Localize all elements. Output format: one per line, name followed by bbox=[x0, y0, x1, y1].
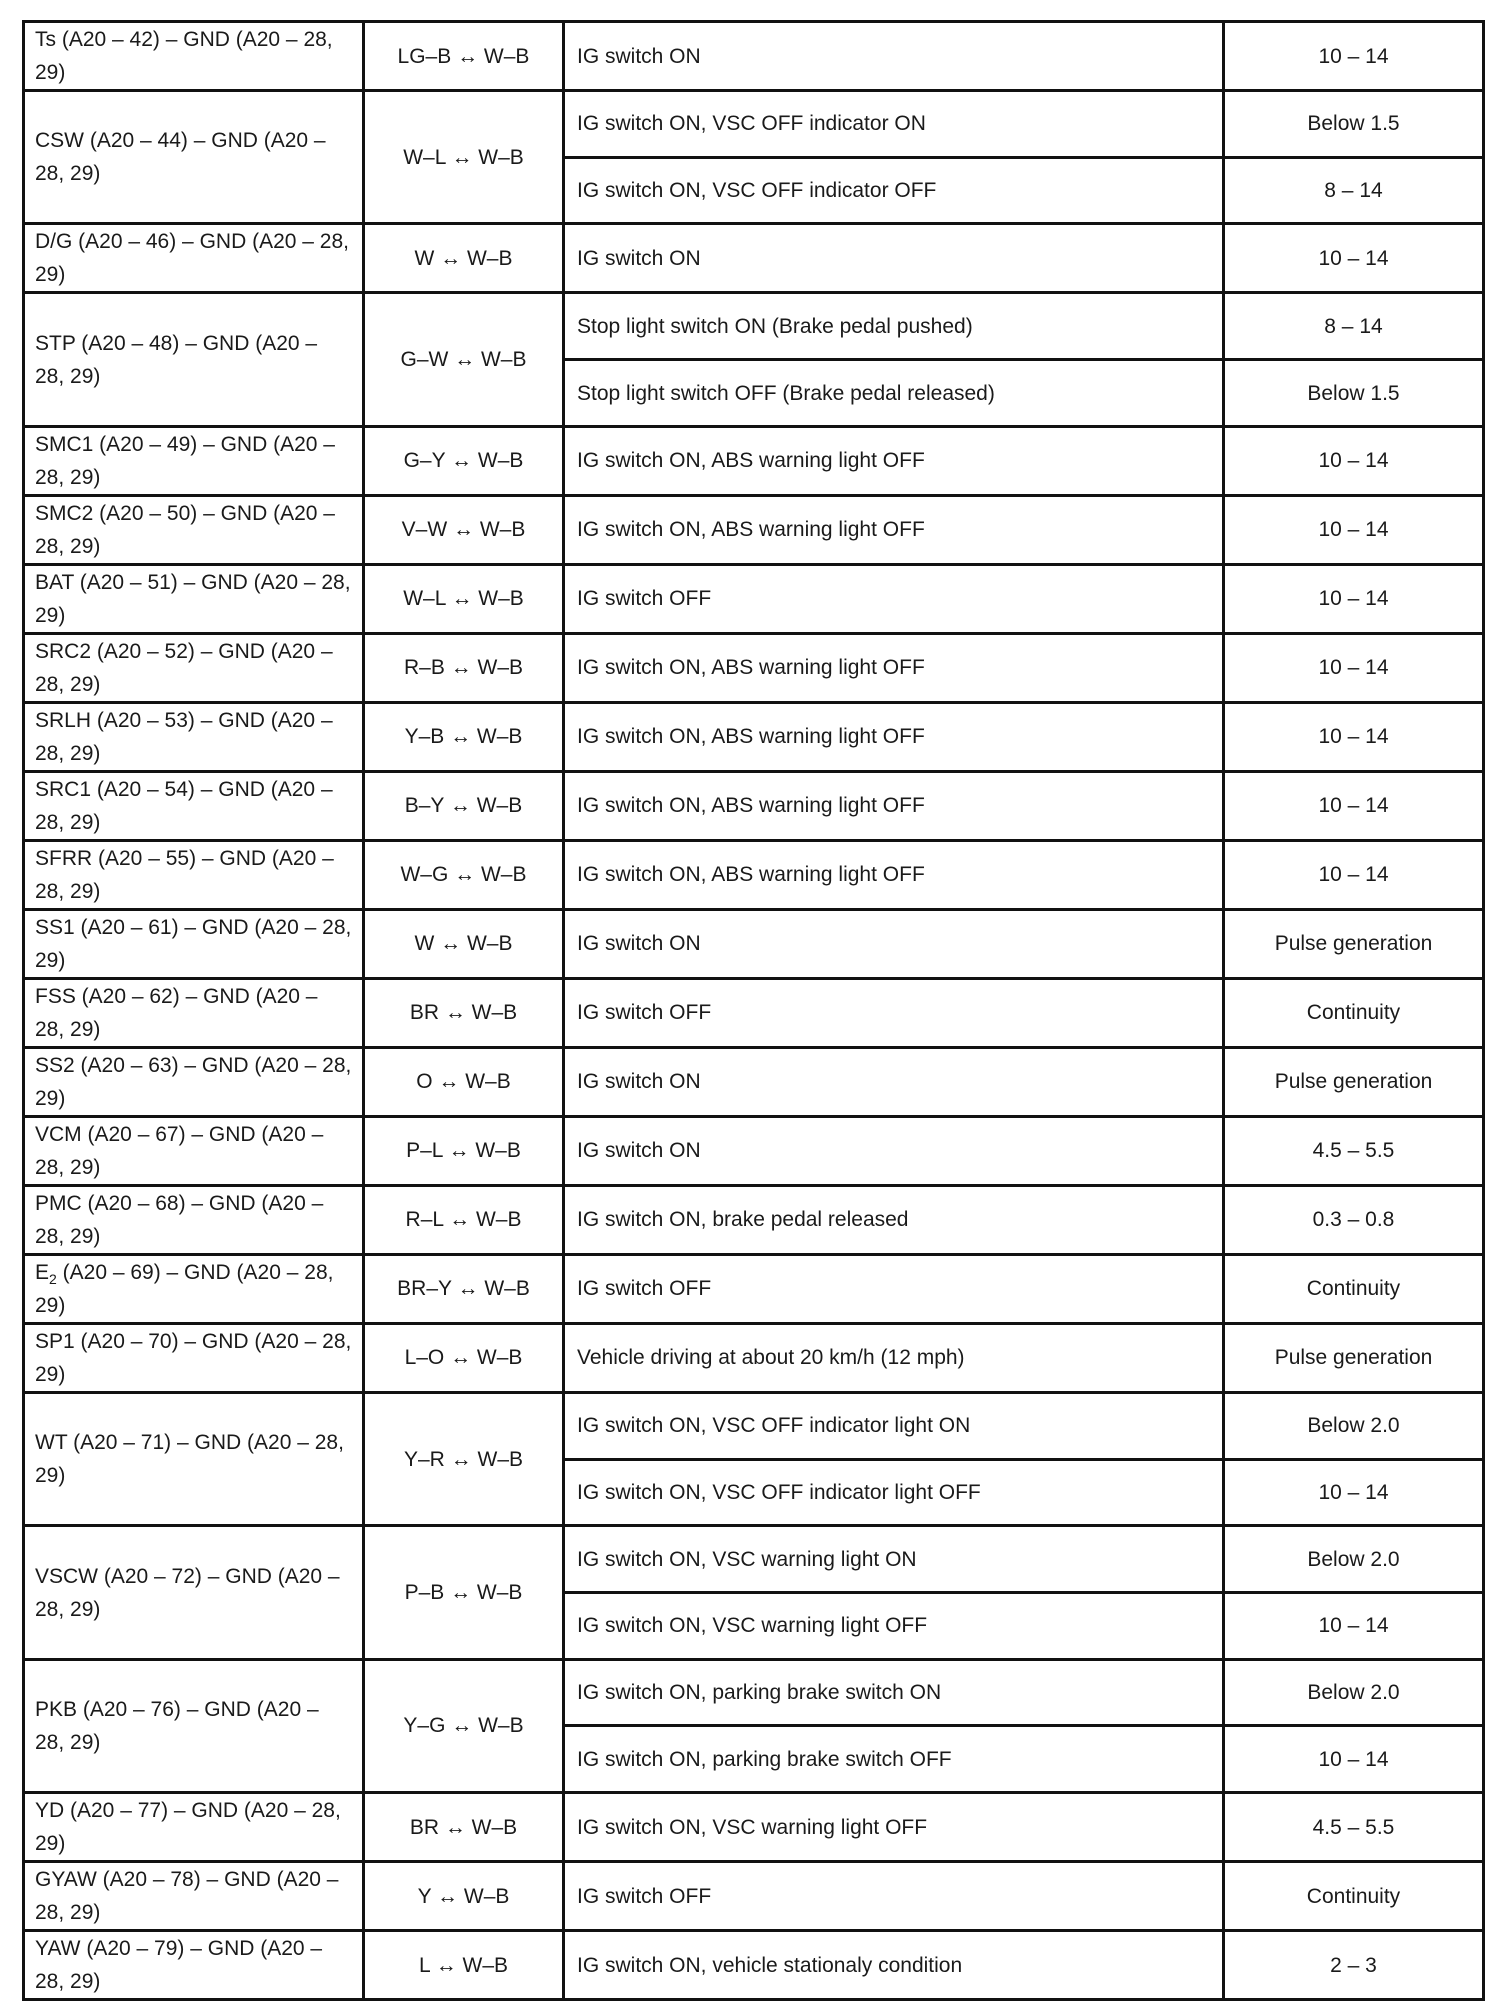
specified-condition-cell: 10 – 14 bbox=[1224, 1593, 1484, 1660]
terminal-cell: D/G (A20 – 46) – GND (A20 – 28, 29) bbox=[24, 224, 364, 293]
condition-cell: IG switch ON, ABS warning light OFF bbox=[564, 702, 1224, 771]
specified-condition-cell: 10 – 14 bbox=[1224, 224, 1484, 293]
terminal-cell: CSW (A20 – 44) – GND (A20 – 28, 29) bbox=[24, 91, 364, 224]
wiring-color-cell: V–W ↔ W–B bbox=[364, 495, 564, 564]
condition-cell: IG switch ON, VSC OFF indicator light OFF bbox=[564, 1459, 1224, 1526]
specified-condition-cell: 8 – 14 bbox=[1224, 293, 1484, 360]
table-row bbox=[24, 224, 1484, 293]
specified-condition-cell: Pulse generation bbox=[1224, 909, 1484, 978]
specified-condition-cell: Below 2.0 bbox=[1224, 1526, 1484, 1593]
wiring-color-cell: W ↔ W–B bbox=[364, 224, 564, 293]
table-row bbox=[24, 426, 1484, 495]
table-row bbox=[24, 1526, 1484, 1593]
table-row bbox=[24, 1047, 1484, 1116]
terminal-cell: YD (A20 – 77) – GND (A20 – 28, 29) bbox=[24, 1793, 364, 1862]
specified-condition-cell: Below 2.0 bbox=[1224, 1392, 1484, 1459]
condition-cell: IG switch ON, ABS warning light OFF bbox=[564, 495, 1224, 564]
specified-condition-cell: Below 1.5 bbox=[1224, 360, 1484, 427]
table-row bbox=[24, 1254, 1484, 1323]
condition-cell: IG switch ON, VSC OFF indicator OFF bbox=[564, 157, 1224, 224]
terminal-cell: SRC2 (A20 – 52) – GND (A20 – 28, 29) bbox=[24, 633, 364, 702]
terminal-inspection-table bbox=[22, 20, 1485, 2001]
table-row bbox=[24, 1862, 1484, 1931]
table-row bbox=[24, 978, 1484, 1047]
condition-cell: IG switch ON, ABS warning light OFF bbox=[564, 426, 1224, 495]
specified-condition-cell: 8 – 14 bbox=[1224, 157, 1484, 224]
table-body bbox=[24, 22, 1484, 2000]
specified-condition-cell: Continuity bbox=[1224, 978, 1484, 1047]
wiring-color-cell: BR ↔ W–B bbox=[364, 978, 564, 1047]
terminal-cell: VCM (A20 – 67) – GND (A20 – 28, 29) bbox=[24, 1116, 364, 1185]
wiring-color-cell: W ↔ W–B bbox=[364, 909, 564, 978]
terminal-rest: (A20 – 69) – GND (A20 – 28, 29) bbox=[35, 1260, 334, 1317]
condition-cell: IG switch ON, VSC warning light OFF bbox=[564, 1793, 1224, 1862]
terminal-cell: SMC1 (A20 – 49) – GND (A20 – 28, 29) bbox=[24, 426, 364, 495]
specified-condition-cell: Below 1.5 bbox=[1224, 91, 1484, 158]
condition-cell: IG switch ON bbox=[564, 909, 1224, 978]
wiring-color-cell: LG–B ↔ W–B bbox=[364, 22, 564, 91]
wiring-color-cell: BR ↔ W–B bbox=[364, 1793, 564, 1862]
condition-cell: IG switch ON bbox=[564, 1047, 1224, 1116]
specified-condition-cell: 10 – 14 bbox=[1224, 1726, 1484, 1793]
terminal-cell: STP (A20 – 48) – GND (A20 – 28, 29) bbox=[24, 293, 364, 426]
table-row bbox=[24, 1659, 1484, 1726]
specified-condition-cell: 10 – 14 bbox=[1224, 633, 1484, 702]
terminal-cell: GYAW (A20 – 78) – GND (A20 – 28, 29) bbox=[24, 1862, 364, 1931]
wiring-color-cell: L–O ↔ W–B bbox=[364, 1323, 564, 1392]
table-row bbox=[24, 633, 1484, 702]
table-row bbox=[24, 1392, 1484, 1459]
wiring-color-cell: Y ↔ W–B bbox=[364, 1862, 564, 1931]
table-row bbox=[24, 840, 1484, 909]
condition-cell: IG switch ON, ABS warning light OFF bbox=[564, 771, 1224, 840]
specified-condition-cell: Below 2.0 bbox=[1224, 1659, 1484, 1726]
specified-condition-cell: 0.3 – 0.8 bbox=[1224, 1185, 1484, 1254]
condition-cell: IG switch ON, VSC warning light OFF bbox=[564, 1593, 1224, 1660]
terminal-cell: FSS (A20 – 62) – GND (A20 – 28, 29) bbox=[24, 978, 364, 1047]
wiring-color-cell: R–B ↔ W–B bbox=[364, 633, 564, 702]
terminal-cell: SS2 (A20 – 63) – GND (A20 – 28, 29) bbox=[24, 1047, 364, 1116]
table-row bbox=[24, 293, 1484, 360]
table-row bbox=[24, 91, 1484, 158]
terminal-cell: SMC2 (A20 – 50) – GND (A20 – 28, 29) bbox=[24, 495, 364, 564]
specified-condition-cell: 4.5 – 5.5 bbox=[1224, 1793, 1484, 1862]
wiring-color-cell: W–L ↔ W–B bbox=[364, 564, 564, 633]
table-row bbox=[24, 495, 1484, 564]
wiring-color-cell: G–Y ↔ W–B bbox=[364, 426, 564, 495]
specified-condition-cell: Pulse generation bbox=[1224, 1047, 1484, 1116]
table-row bbox=[24, 702, 1484, 771]
table-row bbox=[24, 564, 1484, 633]
wiring-color-cell: P–L ↔ W–B bbox=[364, 1116, 564, 1185]
specified-condition-cell: Continuity bbox=[1224, 1862, 1484, 1931]
condition-cell: IG switch ON, ABS warning light OFF bbox=[564, 633, 1224, 702]
wiring-color-cell: G–W ↔ W–B bbox=[364, 293, 564, 426]
specified-condition-cell: Continuity bbox=[1224, 1254, 1484, 1323]
condition-cell: IG switch OFF bbox=[564, 1254, 1224, 1323]
wiring-color-cell: R–L ↔ W–B bbox=[364, 1185, 564, 1254]
table-row bbox=[24, 1793, 1484, 1862]
terminal-main: E bbox=[35, 1260, 50, 1284]
terminal-subscript: 2 bbox=[49, 1271, 57, 1288]
terminal-cell: SS1 (A20 – 61) – GND (A20 – 28, 29) bbox=[24, 909, 364, 978]
table-row bbox=[24, 1185, 1484, 1254]
condition-cell: Stop light switch ON (Brake pedal pushed) bbox=[564, 293, 1224, 360]
condition-cell: IG switch ON, VSC OFF indicator light ON bbox=[564, 1392, 1224, 1459]
terminal-cell: SRLH (A20 – 53) – GND (A20 – 28, 29) bbox=[24, 702, 364, 771]
wiring-color-cell: W–G ↔ W–B bbox=[364, 840, 564, 909]
condition-cell: IG switch OFF bbox=[564, 978, 1224, 1047]
specified-condition-cell: 10 – 14 bbox=[1224, 771, 1484, 840]
wiring-color-cell: BR–Y ↔ W–B bbox=[364, 1254, 564, 1323]
terminal-cell: BAT (A20 – 51) – GND (A20 – 28, 29) bbox=[24, 564, 364, 633]
table-row bbox=[24, 909, 1484, 978]
wiring-color-cell: Y–R ↔ W–B bbox=[364, 1392, 564, 1525]
terminal-cell: PKB (A20 – 76) – GND (A20 – 28, 29) bbox=[24, 1659, 364, 1792]
specified-condition-cell: 10 – 14 bbox=[1224, 22, 1484, 91]
specified-condition-cell: 10 – 14 bbox=[1224, 1459, 1484, 1526]
specified-condition-cell: 4.5 – 5.5 bbox=[1224, 1116, 1484, 1185]
specified-condition-cell: Pulse generation bbox=[1224, 1323, 1484, 1392]
terminal-cell: VSCW (A20 – 72) – GND (A20 – 28, 29) bbox=[24, 1526, 364, 1659]
terminal-cell: YAW (A20 – 79) – GND (A20 – 28, 29) bbox=[24, 1931, 364, 2000]
specified-condition-cell: 10 – 14 bbox=[1224, 564, 1484, 633]
terminal-cell: SP1 (A20 – 70) – GND (A20 – 28, 29) bbox=[24, 1323, 364, 1392]
condition-cell: IG switch ON, parking brake switch OFF bbox=[564, 1726, 1224, 1793]
wiring-color-cell: P–B ↔ W–B bbox=[364, 1526, 564, 1659]
condition-cell: IG switch ON bbox=[564, 22, 1224, 91]
specified-condition-cell: 10 – 14 bbox=[1224, 702, 1484, 771]
condition-cell: IG switch ON, vehicle stationaly condition bbox=[564, 1931, 1224, 2000]
terminal-cell bbox=[24, 1254, 364, 1323]
terminal-cell: WT (A20 – 71) – GND (A20 – 28, 29) bbox=[24, 1392, 364, 1525]
condition-cell: IG switch ON, VSC warning light ON bbox=[564, 1526, 1224, 1593]
condition-cell: IG switch ON bbox=[564, 224, 1224, 293]
condition-cell: IG switch ON, ABS warning light OFF bbox=[564, 840, 1224, 909]
condition-cell: IG switch OFF bbox=[564, 1862, 1224, 1931]
specified-condition-cell: 10 – 14 bbox=[1224, 495, 1484, 564]
terminal-cell: PMC (A20 – 68) – GND (A20 – 28, 29) bbox=[24, 1185, 364, 1254]
table-row bbox=[24, 771, 1484, 840]
table-row bbox=[24, 22, 1484, 91]
condition-cell: IG switch ON, VSC OFF indicator ON bbox=[564, 91, 1224, 158]
condition-cell: IG switch ON bbox=[564, 1116, 1224, 1185]
terminal-cell: SFRR (A20 – 55) – GND (A20 – 28, 29) bbox=[24, 840, 364, 909]
terminal-cell: SRC1 (A20 – 54) – GND (A20 – 28, 29) bbox=[24, 771, 364, 840]
table-row bbox=[24, 1116, 1484, 1185]
wiring-color-cell: Y–B ↔ W–B bbox=[364, 702, 564, 771]
condition-cell: IG switch ON, parking brake switch ON bbox=[564, 1659, 1224, 1726]
specified-condition-cell: 10 – 14 bbox=[1224, 840, 1484, 909]
terminal-cell: Ts (A20 – 42) – GND (A20 – 28, 29) bbox=[24, 22, 364, 91]
wiring-color-cell: Y–G ↔ W–B bbox=[364, 1659, 564, 1792]
condition-cell: Stop light switch OFF (Brake pedal released) bbox=[564, 360, 1224, 427]
specified-condition-cell: 2 – 3 bbox=[1224, 1931, 1484, 2000]
wiring-color-cell: O ↔ W–B bbox=[364, 1047, 564, 1116]
condition-cell: IG switch ON, brake pedal released bbox=[564, 1185, 1224, 1254]
wiring-color-cell: L ↔ W–B bbox=[364, 1931, 564, 2000]
condition-cell: Vehicle driving at about 20 km/h (12 mph) bbox=[564, 1323, 1224, 1392]
table-row bbox=[24, 1323, 1484, 1392]
wiring-color-cell: W–L ↔ W–B bbox=[364, 91, 564, 224]
wiring-color-cell: B–Y ↔ W–B bbox=[364, 771, 564, 840]
table-row bbox=[24, 1931, 1484, 2000]
condition-cell: IG switch OFF bbox=[564, 564, 1224, 633]
specified-condition-cell: 10 – 14 bbox=[1224, 426, 1484, 495]
